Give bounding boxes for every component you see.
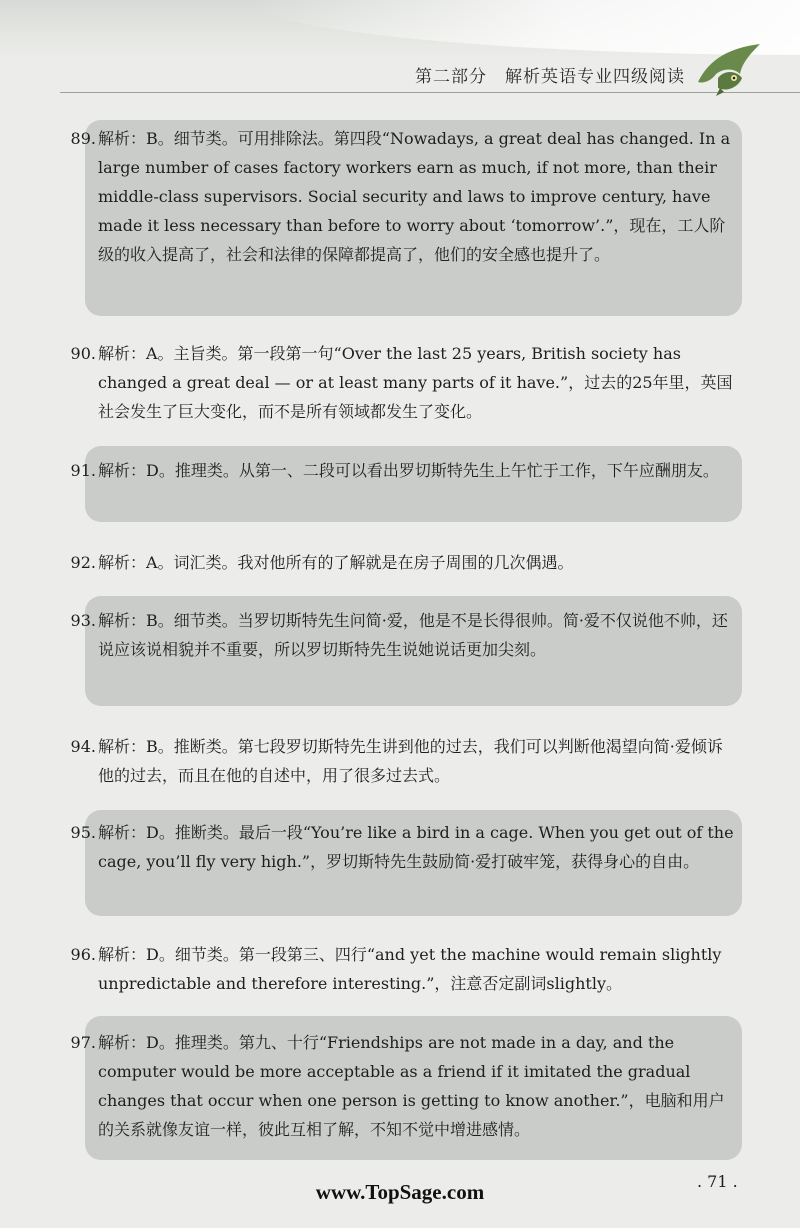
item-text: 解析：A。主旨类。第一段第一句“Over the last 25 years, British society has changed a great deal — or at least many parts of it have.”，过去的25年里，英国社会发生了巨大变化，而不是所有领域都发生了变化。 [98, 344, 733, 421]
item-number: 91. [70, 461, 96, 480]
item-text: 解析：A。词汇类。我对他所有的了解就是在房子周围的几次偶遇。 [98, 553, 574, 572]
item-number: 92. [70, 553, 96, 572]
item-number: 97. [70, 1033, 96, 1052]
item-number: 95. [70, 823, 96, 842]
item-text: 解析：B。细节类。当罗切斯特先生问简·爱，他是不是长得很帅。简·爱不仅说他不帅，还说应该说相貌并不重要，所以罗切斯特先生说她说话更加尖刻。 [98, 611, 728, 659]
item-text: 解析：B。推断类。第七段罗切斯特先生讲到他的过去，我们可以判断他渴望向简·爱倾诉他的过去，而且在他的自述中，用了很多过去式。 [98, 737, 723, 785]
item-text: 解析：D。细节类。第一段第三、四行“and yet the machine would remain slightly unpredictable and therefore interesting.”，注意否定副词slightly。 [98, 945, 722, 993]
item-text: 解析：D。推断类。最后一段“You’re like a bird in a cage. When you get out of the cage, you’ll fly very high.”，罗切斯特先生鼓励简·爱打破牢笼，获得身心的自由。 [98, 823, 734, 871]
item-number: 93. [70, 611, 96, 630]
dragon-mascot-icon [690, 38, 766, 100]
item-text: 解析：D。推理类。第九、十行“Friendships are not made in a day, and the computer would be more acceptable as a friend if it imitated the gradual changes that occur when one person is getting to know another.”，电脑和用户的关系就像友谊一样，彼此互相了解，不知不觉中增进感情。 [98, 1033, 725, 1139]
page-number: . 71 . [697, 1172, 738, 1191]
item-number: 89. [70, 129, 96, 148]
item-number: 94. [70, 737, 96, 756]
section-title: 第二部分 解析英语专业四级阅读 [415, 67, 685, 87]
footer-url: www.TopSage.com [315, 1180, 485, 1204]
item-text: 解析：D。推理类。从第一、二段可以看出罗切斯特先生上午忙于工作，下午应酬朋友。 [98, 461, 719, 480]
item-number: 90. [70, 344, 96, 363]
item-number: 96. [70, 945, 96, 964]
header-divider [60, 92, 800, 93]
item-text: 解析：B。细节类。可用排除法。第四段“Nowadays, a great deal has changed. In a large number of cases factory workers earn as much, if not more, than their middle-class supervisors. Social security and laws to improve century, have made it less necessary than before to worry about ‘tomorrow’.”，现在，工人阶级的收入提高了，社会和法律的保障都提高了，他们的安全感也提升了。 [98, 129, 731, 264]
